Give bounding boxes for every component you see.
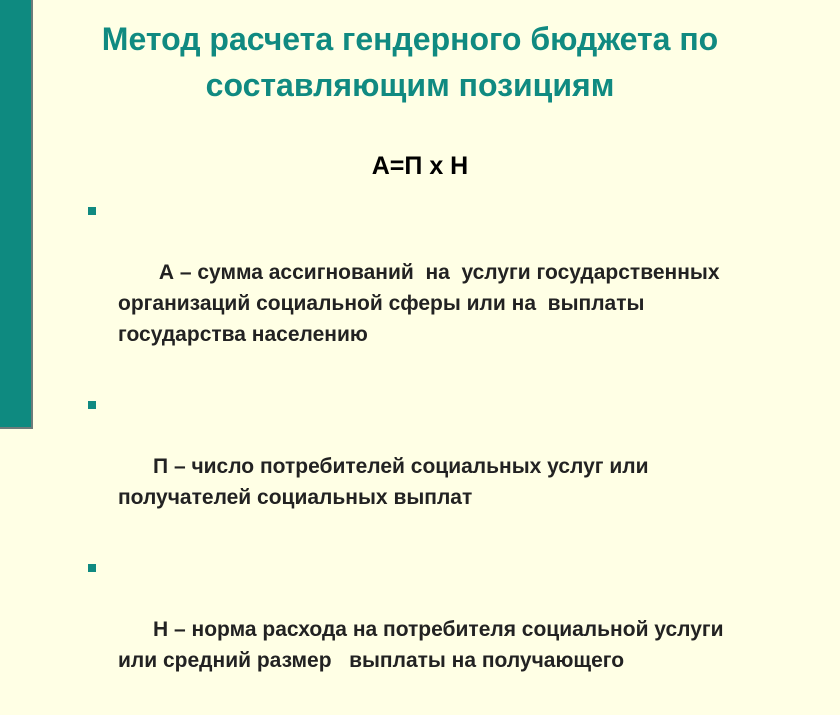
list-item-text: П – число потребителей социальных услуг или получателей социальных выплат	[118, 455, 655, 509]
side-accent-bar	[0, 0, 33, 429]
definition-list	[84, 195, 764, 715]
square-bullet-icon	[88, 401, 96, 409]
list-item	[84, 552, 764, 707]
list-item-text: Н – норма расхода на потребителя социальной услуги или средний размер выплаты на получающего	[118, 618, 730, 672]
square-bullet-icon	[88, 564, 96, 572]
list-item-text: А – сумма ассигнований на услуги государственных организаций социальной сферы или на выплаты государства населению	[118, 261, 726, 346]
slide-title: Метод расчета гендерного бюджета по составляющим позициям	[101, 21, 719, 103]
list-item	[84, 389, 764, 544]
list-item	[84, 195, 764, 381]
formula: А=П х Н	[371, 152, 469, 180]
square-bullet-icon	[88, 207, 96, 215]
